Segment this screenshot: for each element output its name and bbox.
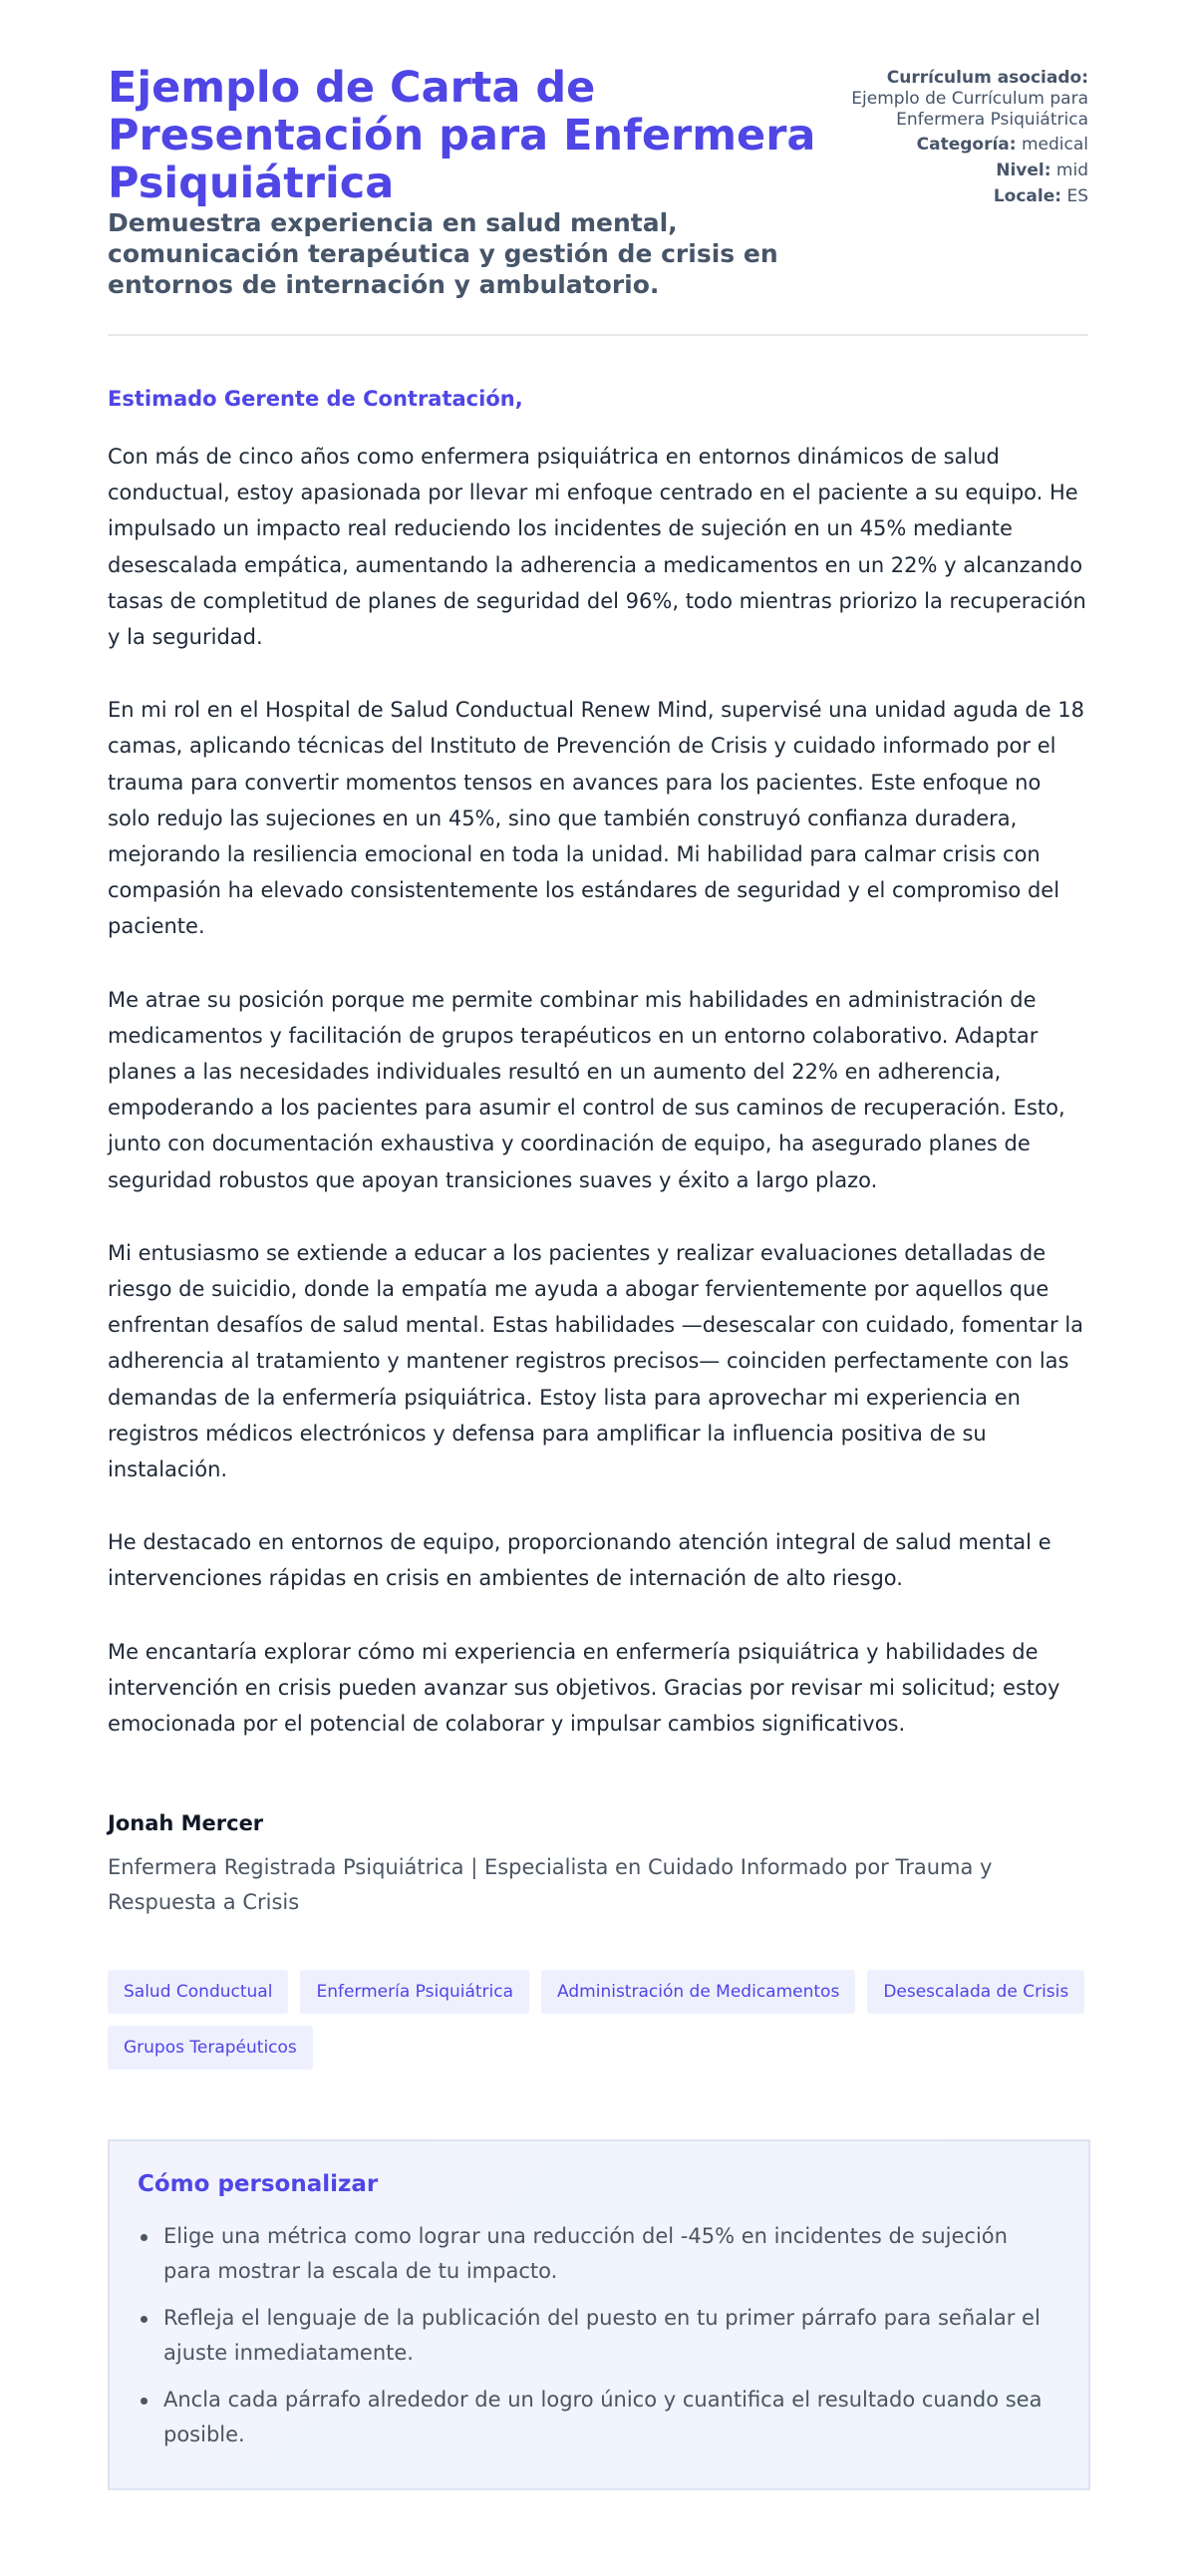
page-title: Ejemplo de Carta de Presentación para Enfermera Psiquiátrica bbox=[108, 63, 816, 208]
meta-category-label: Categoría: bbox=[916, 135, 1017, 155]
letter-paragraph: He destacado en entornos de equipo, proporcionando atención integral de salud mental e intervenciones rápidas en crisis en ambientes de internación de alto riesgo. bbox=[108, 1530, 1051, 1591]
letter-paragraph: Con más de cinco años como enfermera psiquiátrica en entornos dinámicos de salud conductual, estoy apasionada por llevar mi enfoque centrado en el paciente a su equipo. He impulsado un impacto real reduciendo los incidentes de sujeción en un 45% mediante desescalada empática, aumentando la adherencia a medicamentos en un 22% y alcanzando tasas de completitud de planes de seguridad del 96%, todo mientras priorizo la recuperación y la seguridad. bbox=[108, 445, 1086, 650]
tip-item bbox=[138, 2383, 1058, 2452]
skill-tag: Enfermería Psiquiátrica bbox=[300, 1970, 529, 2014]
letter-body bbox=[108, 439, 1088, 1742]
tip-text: Refleja el lenguaje de la publicación del puesto en tu primer párrafo para señalar el ajuste inmediatamente. bbox=[163, 2306, 1041, 2366]
letter-paragraph: Me atrae su posición porque me permite combinar mis habilidades en administración de medicamentos y facilitación de grupos terapéuticos en un entorno colaborativo. Adaptar planes a las necesidades individuales resultó en un aumento del 22% en adherencia, empoderando a los pacientes para asumir el control de sus caminos de recuperación. Esto, junto con documentación exhaustiva y coordinación de equipo, ha asegurado planes de seguridad robustos que apoyan transiciones suaves y éxito a largo plazo. bbox=[108, 987, 1065, 1192]
skill-tags bbox=[108, 1970, 1104, 2070]
header-divider bbox=[108, 334, 1088, 336]
meta-category bbox=[829, 135, 1088, 156]
meta-locale-label: Locale: bbox=[993, 186, 1062, 206]
letter-paragraph: Me encantaría explorar cómo mi experiencia en enfermería psiquiátrica y habilidades de intervención en crisis pueden avanzar sus objetivos. Gracias por revisar mi solicitud; estoy emocionada por el potencial de colaborar y impulsar cambios significativos. bbox=[108, 1639, 1060, 1737]
meta-resume-value: Ejemplo de Currículum para Enfermera Psiquiátrica bbox=[851, 89, 1088, 130]
tip-text: Elige una métrica como lograr una reducción del -45% en incidentes de sujeción para mostrar la escala de tu impacto. bbox=[163, 2224, 1008, 2284]
title-block bbox=[108, 64, 825, 300]
page-header bbox=[108, 64, 1088, 300]
letter-paragraph: En mi rol en el Hospital de Salud Conductual Renew Mind, supervisé una unidad aguda de 18 camas, aplicando técnicas del Instituto de Prevención de Crisis y cuidado informado por el trauma para convertir momentos tensos en avances para los pacientes. Este enfoque no solo redujo las sujeciones en un 45%, sino que también construyó confianza duradera, mejorando la resiliencia emocional en toda la unidad. Mi habilidad para calmar crisis con compasión ha elevado consistentemente los estándares de seguridad y el compromiso del paciente. bbox=[108, 698, 1085, 939]
meta-resume-label: Currículum asociado: bbox=[886, 68, 1088, 88]
letter-salutation: Estimado Gerente de Contratación, bbox=[108, 387, 523, 411]
skill-tag: Administración de Medicamentos bbox=[541, 1970, 855, 2014]
customization-tips-box bbox=[108, 2139, 1090, 2490]
letter-paragraph: Mi entusiasmo se extiende a educar a los pacientes y realizar evaluaciones detalladas de riesgo de suicidio, donde la empatía me ayuda a abogar fervientemente por aquellos que enfrentan desafíos de salud mental. Estas habilidades —desescalar con cuidado, fomentar la adherencia al tratamiento y mantener registros precisos— coinciden perfectamente con las demandas de la enfermería psiquiátrica. Estoy lista para aprovechar mi experiencia en registros médicos electrónicos y defensa para amplificar la influencia positiva de su instalación. bbox=[108, 1240, 1084, 1482]
bullet-icon bbox=[141, 2234, 148, 2241]
tips-title: Cómo personalizar bbox=[138, 2171, 379, 2198]
skill-tag: Salud Conductual bbox=[108, 1970, 288, 2014]
meta-level bbox=[829, 161, 1088, 181]
tips-list bbox=[138, 2219, 1058, 2452]
signature-title: Enfermera Registrada Psiquiátrica | Especialista en Cuidado Informado por Trauma y Respuesta a Crisis bbox=[108, 1855, 993, 1915]
skill-tag: Grupos Terapéuticos bbox=[108, 2026, 313, 2070]
meta-level-value: mid bbox=[1055, 161, 1088, 180]
metadata-panel bbox=[829, 64, 1088, 212]
tip-text: Ancla cada párrafo alrededor de un logro único y cuantifica el resultado cuando sea posible. bbox=[163, 2388, 1043, 2447]
bullet-icon bbox=[141, 2316, 148, 2323]
page-subtitle: Demuestra experiencia en salud mental, comunicación terapéutica y gestión de crisis en entornos de internación y ambulatorio. bbox=[108, 208, 778, 299]
meta-category-value: medical bbox=[1021, 135, 1088, 155]
signature-name: Jonah Mercer bbox=[108, 1811, 264, 1836]
meta-level-label: Nivel: bbox=[996, 161, 1051, 180]
signature-block bbox=[108, 1810, 1088, 1920]
skill-tag: Desescalada de Crisis bbox=[867, 1970, 1084, 2014]
bullet-icon bbox=[141, 2398, 148, 2405]
meta-locale-value: ES bbox=[1066, 186, 1088, 206]
tip-item bbox=[138, 2219, 1058, 2289]
meta-locale bbox=[829, 186, 1088, 207]
meta-associated-resume bbox=[829, 68, 1088, 131]
tip-item bbox=[138, 2301, 1058, 2371]
